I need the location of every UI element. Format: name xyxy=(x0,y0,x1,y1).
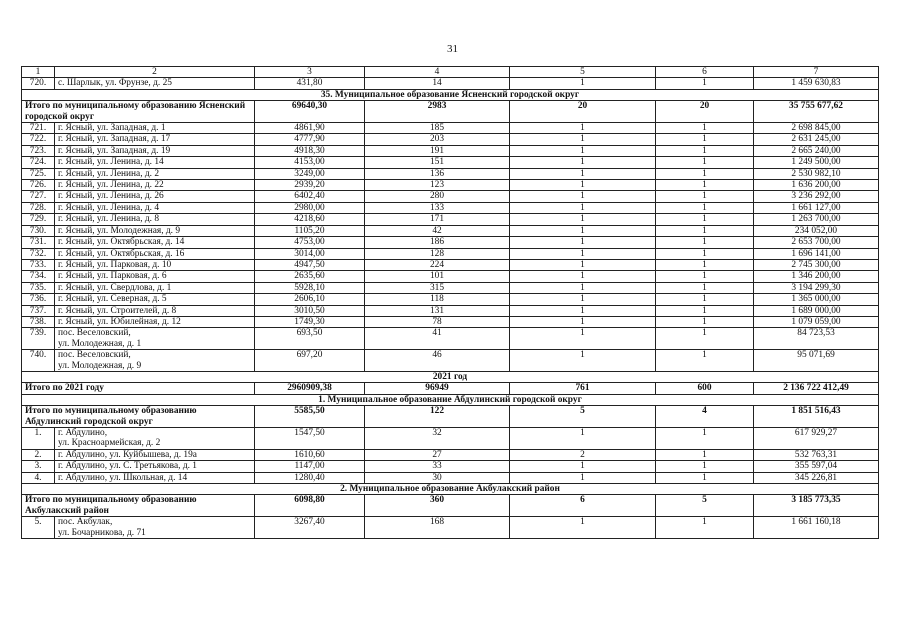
cost-cell: 532 763,31 xyxy=(754,449,879,460)
section-title: 35. Муниципальное образование Ясненский городской округ xyxy=(22,89,879,100)
area-cell: 1147,00 xyxy=(255,461,365,472)
col5-cell: 1 xyxy=(510,123,656,134)
total-col5: 6 xyxy=(510,495,656,517)
cost-cell: 2 665 240,00 xyxy=(754,145,879,156)
cost-cell: 95 071,69 xyxy=(754,350,879,372)
col6-cell: 1 xyxy=(656,294,754,305)
cost-cell: 2 745 300,00 xyxy=(754,259,879,270)
col6-cell: 1 xyxy=(656,225,754,236)
total-col6: 5 xyxy=(656,495,754,517)
col5-cell: 1 xyxy=(510,259,656,270)
area-cell: 4218,60 xyxy=(255,214,365,225)
column-number: 5 xyxy=(510,67,656,78)
row-number: 733. xyxy=(22,259,55,270)
col4-cell: 191 xyxy=(365,145,510,156)
row-number: 727. xyxy=(22,191,55,202)
area-cell: 4777,90 xyxy=(255,134,365,145)
col6-cell: 1 xyxy=(656,180,754,191)
col4-cell: 171 xyxy=(365,214,510,225)
address-cell: г. Ясный, ул. Западная, д. 17 xyxy=(55,134,255,145)
total-col6: 4 xyxy=(656,406,754,428)
total-cost: 1 851 516,43 xyxy=(754,406,879,428)
cost-cell: 3 236 292,00 xyxy=(754,191,879,202)
table-row xyxy=(22,517,879,539)
col4-cell: 185 xyxy=(365,123,510,134)
section-title: 2021 год xyxy=(22,371,879,382)
col4-cell: 46 xyxy=(365,350,510,372)
column-number: 1 xyxy=(22,67,55,78)
column-number: 7 xyxy=(754,67,879,78)
cost-cell: 2 698 845,00 xyxy=(754,123,879,134)
total-col4: 122 xyxy=(365,406,510,428)
col4-cell: 203 xyxy=(365,134,510,145)
total-area: 5585,50 xyxy=(255,406,365,428)
col6-cell: 1 xyxy=(656,202,754,213)
table-row xyxy=(22,271,879,282)
address-cell: г. Ясный, ул. Октябрьская, д. 14 xyxy=(55,237,255,248)
cost-cell: 3 194 299,30 xyxy=(754,282,879,293)
col5-cell: 1 xyxy=(510,214,656,225)
address-line-1: г. Абдулино, xyxy=(58,428,108,438)
col4-cell: 101 xyxy=(365,271,510,282)
address-cell: г. Ясный, ул. Ленина, д. 22 xyxy=(55,180,255,191)
col5-cell: 1 xyxy=(510,134,656,145)
total-col4: 2983 xyxy=(365,101,510,123)
col6-cell: 1 xyxy=(656,157,754,168)
col4-cell: 41 xyxy=(365,328,510,350)
cost-cell: 1 365 000,00 xyxy=(754,294,879,305)
row-number: 3. xyxy=(22,461,55,472)
col5-cell: 1 xyxy=(510,350,656,372)
table-row xyxy=(22,294,879,305)
row-number: 2. xyxy=(22,449,55,460)
cost-cell: 345 226,81 xyxy=(754,472,879,483)
total-col4: 360 xyxy=(365,495,510,517)
table-row xyxy=(22,202,879,213)
table-row xyxy=(22,134,879,145)
address-line-1: пос. Веселовский, xyxy=(58,350,131,361)
table-row xyxy=(22,316,879,327)
col5-cell: 1 xyxy=(510,157,656,168)
col4-cell: 133 xyxy=(365,202,510,213)
address-cell xyxy=(55,428,255,450)
address-cell: г. Ясный, ул. Западная, д. 19 xyxy=(55,145,255,156)
subtotal-row xyxy=(22,383,879,394)
address-cell: г. Ясный, ул. Ленина, д. 14 xyxy=(55,157,255,168)
row-number: 739. xyxy=(22,328,55,350)
area-cell: 4947,50 xyxy=(255,259,365,270)
table-row xyxy=(22,145,879,156)
subtotal-label: Итого по муниципальному образованию Абдулинский городской округ xyxy=(22,406,255,428)
table-row xyxy=(22,282,879,293)
col4-cell: 42 xyxy=(365,225,510,236)
col5-cell: 1 xyxy=(510,517,656,539)
row-number: 722. xyxy=(22,134,55,145)
table-row xyxy=(22,180,879,191)
area-cell: 2980,00 xyxy=(255,202,365,213)
table-row xyxy=(22,259,879,270)
address-line-2: ул. Молодежная, д. 9 xyxy=(58,360,142,371)
area-cell: 3010,50 xyxy=(255,305,365,316)
table-row xyxy=(22,78,879,89)
col4-cell: 136 xyxy=(365,168,510,179)
area-cell: 431,80 xyxy=(255,78,365,89)
col4-cell: 123 xyxy=(365,180,510,191)
col5-cell: 1 xyxy=(510,316,656,327)
cost-cell: 617 929,27 xyxy=(754,428,879,450)
address-line-1: пос. Акбулак, xyxy=(58,517,113,528)
cost-cell: 84 723,53 xyxy=(754,328,879,350)
address-line-1: пос. Веселовский, xyxy=(58,328,131,339)
col6-cell: 1 xyxy=(656,305,754,316)
table-body xyxy=(22,67,879,539)
col4-cell: 118 xyxy=(365,294,510,305)
col5-cell: 2 xyxy=(510,449,656,460)
address-cell: г. Ясный, ул. Юбилейная, д. 12 xyxy=(55,316,255,327)
col5-cell: 1 xyxy=(510,180,656,191)
col4-cell: 128 xyxy=(365,248,510,259)
address-line-2: ул. Молодежная, д. 1 xyxy=(58,338,142,349)
address-cell: г. Ясный, ул. Парковая, д. 6 xyxy=(55,271,255,282)
col6-cell: 1 xyxy=(656,428,754,450)
col5-cell: 1 xyxy=(510,294,656,305)
cost-cell: 1 636 200,00 xyxy=(754,180,879,191)
row-number: 734. xyxy=(22,271,55,282)
address-cell: г. Ясный, ул. Парковая, д. 10 xyxy=(55,259,255,270)
total-col6: 20 xyxy=(656,101,754,123)
row-number: 724. xyxy=(22,157,55,168)
address-cell xyxy=(55,350,255,372)
row-number: 721. xyxy=(22,123,55,134)
col6-cell: 1 xyxy=(656,237,754,248)
col6-cell: 1 xyxy=(656,517,754,539)
address-cell: г. Абдулино, ул. Куйбышева, д. 19а xyxy=(55,449,255,460)
total-area: 6098,80 xyxy=(255,495,365,517)
col5-cell: 1 xyxy=(510,191,656,202)
col5-cell: 1 xyxy=(510,428,656,450)
subtotal-label: Итого по муниципальному образованию Ясненский городской округ xyxy=(22,101,255,123)
address-cell: г. Ясный, ул. Ленина, д. 4 xyxy=(55,202,255,213)
address-cell: г. Ясный, ул. Строителей, д. 8 xyxy=(55,305,255,316)
area-cell: 693,50 xyxy=(255,328,365,350)
col6-cell: 1 xyxy=(656,248,754,259)
col4-cell: 280 xyxy=(365,191,510,202)
address-line-2: ул. Красноармейская, д. 2 xyxy=(58,438,161,449)
col4-cell: 151 xyxy=(365,157,510,168)
total-cost: 3 185 773,35 xyxy=(754,495,879,517)
col4-cell: 315 xyxy=(365,282,510,293)
cost-cell: 1 689 000,00 xyxy=(754,305,879,316)
row-number: 729. xyxy=(22,214,55,225)
address-cell xyxy=(55,328,255,350)
area-cell: 4918,30 xyxy=(255,145,365,156)
cost-cell: 1 661 127,00 xyxy=(754,202,879,213)
area-cell: 3249,00 xyxy=(255,168,365,179)
cost-cell: 2 530 982,10 xyxy=(754,168,879,179)
col6-cell: 1 xyxy=(656,78,754,89)
row-number: 4. xyxy=(22,472,55,483)
area-cell: 1280,40 xyxy=(255,472,365,483)
col6-cell: 1 xyxy=(656,191,754,202)
col5-cell: 1 xyxy=(510,237,656,248)
subtotal-label: Итого по 2021 году xyxy=(22,383,255,394)
col5-cell: 1 xyxy=(510,472,656,483)
col5-cell: 1 xyxy=(510,202,656,213)
page-number: 31 xyxy=(447,43,458,55)
table-row xyxy=(22,191,879,202)
address-cell xyxy=(55,517,255,539)
table-row xyxy=(22,157,879,168)
section-header-row xyxy=(22,89,879,100)
area-cell: 697,20 xyxy=(255,350,365,372)
section-header-row xyxy=(22,371,879,382)
area-cell: 1547,50 xyxy=(255,428,365,450)
address-cell: г. Ясный, ул. Октябрьская, д. 16 xyxy=(55,248,255,259)
col4-cell: 131 xyxy=(365,305,510,316)
col4-cell: 186 xyxy=(365,237,510,248)
table-row xyxy=(22,123,879,134)
section-header-row xyxy=(22,484,879,495)
col5-cell: 1 xyxy=(510,271,656,282)
housing-registry-table xyxy=(21,66,879,539)
area-cell: 2939,20 xyxy=(255,180,365,191)
subtotal-row xyxy=(22,101,879,123)
total-col5: 20 xyxy=(510,101,656,123)
col4-cell: 30 xyxy=(365,472,510,483)
address-cell: г. Ясный, ул. Северная, д. 5 xyxy=(55,294,255,305)
col6-cell: 1 xyxy=(656,316,754,327)
col6-cell: 1 xyxy=(656,168,754,179)
total-col6: 600 xyxy=(656,383,754,394)
row-number: 726. xyxy=(22,180,55,191)
cost-cell: 1 263 700,00 xyxy=(754,214,879,225)
total-col4: 96949 xyxy=(365,383,510,394)
row-number: 738. xyxy=(22,316,55,327)
col5-cell: 1 xyxy=(510,225,656,236)
column-number: 3 xyxy=(255,67,365,78)
area-cell: 3267,40 xyxy=(255,517,365,539)
cost-cell: 1 459 630,83 xyxy=(754,78,879,89)
column-number: 4 xyxy=(365,67,510,78)
table-row xyxy=(22,428,879,450)
col5-cell: 1 xyxy=(510,78,656,89)
col5-cell: 1 xyxy=(510,168,656,179)
cost-cell: 2 653 700,00 xyxy=(754,237,879,248)
col6-cell: 1 xyxy=(656,134,754,145)
table-row xyxy=(22,461,879,472)
col6-cell: 1 xyxy=(656,271,754,282)
table-row xyxy=(22,350,879,372)
table-row xyxy=(22,248,879,259)
area-cell: 6402,40 xyxy=(255,191,365,202)
area-cell: 4753,00 xyxy=(255,237,365,248)
col6-cell: 1 xyxy=(656,461,754,472)
subtotal-row xyxy=(22,495,879,517)
row-number: 735. xyxy=(22,282,55,293)
column-number-row xyxy=(22,67,879,78)
row-number: 1. xyxy=(22,428,55,450)
col5-cell: 1 xyxy=(510,328,656,350)
cost-cell: 355 597,04 xyxy=(754,461,879,472)
row-number: 5. xyxy=(22,517,55,539)
row-number: 730. xyxy=(22,225,55,236)
total-col5: 761 xyxy=(510,383,656,394)
address-cell: с. Шарлык, ул. Фрунзе, д. 25 xyxy=(55,78,255,89)
column-number: 2 xyxy=(55,67,255,78)
cost-cell: 1 696 141,00 xyxy=(754,248,879,259)
row-number: 736. xyxy=(22,294,55,305)
col6-cell: 1 xyxy=(656,449,754,460)
row-number: 725. xyxy=(22,168,55,179)
total-area: 2960909,38 xyxy=(255,383,365,394)
area-cell: 1749,30 xyxy=(255,316,365,327)
cost-cell: 1 661 160,18 xyxy=(754,517,879,539)
address-cell: г. Ясный, ул. Свердлова, д. 1 xyxy=(55,282,255,293)
col5-cell: 1 xyxy=(510,248,656,259)
cost-cell: 2 631 245,00 xyxy=(754,134,879,145)
row-number: 731. xyxy=(22,237,55,248)
address-cell: г. Абдулино, ул. Школьная, д. 14 xyxy=(55,472,255,483)
area-cell: 4153,00 xyxy=(255,157,365,168)
col5-cell: 1 xyxy=(510,145,656,156)
area-cell: 1105,20 xyxy=(255,225,365,236)
table-row xyxy=(22,214,879,225)
area-cell: 3014,00 xyxy=(255,248,365,259)
area-cell: 5928,10 xyxy=(255,282,365,293)
table-row xyxy=(22,328,879,350)
col5-cell: 1 xyxy=(510,305,656,316)
section-title: 2. Муниципальное образование Акбулакский район xyxy=(22,484,879,495)
section-header-row xyxy=(22,394,879,405)
address-cell: г. Ясный, ул. Ленина, д. 26 xyxy=(55,191,255,202)
address-line-2: ул. Бочарникова, д. 71 xyxy=(58,527,146,538)
total-cost: 2 136 722 412,49 xyxy=(754,383,879,394)
col6-cell: 1 xyxy=(656,328,754,350)
address-cell: г. Ясный, ул. Ленина, д. 2 xyxy=(55,168,255,179)
row-number: 737. xyxy=(22,305,55,316)
col6-cell: 1 xyxy=(656,145,754,156)
cost-cell: 234 052,00 xyxy=(754,225,879,236)
cost-cell: 1 346 200,00 xyxy=(754,271,879,282)
address-cell: г. Ясный, ул. Молодежная, д. 9 xyxy=(55,225,255,236)
section-title: 1. Муниципальное образование Абдулинский городской округ xyxy=(22,394,879,405)
table-row xyxy=(22,305,879,316)
col4-cell: 168 xyxy=(365,517,510,539)
total-area: 69640,30 xyxy=(255,101,365,123)
total-cost: 35 755 677,62 xyxy=(754,101,879,123)
table-row xyxy=(22,472,879,483)
col6-cell: 1 xyxy=(656,350,754,372)
col4-cell: 32 xyxy=(365,428,510,450)
col6-cell: 1 xyxy=(656,282,754,293)
area-cell: 4861,90 xyxy=(255,123,365,134)
col4-cell: 33 xyxy=(365,461,510,472)
area-cell: 2606,10 xyxy=(255,294,365,305)
col4-cell: 78 xyxy=(365,316,510,327)
subtotal-label: Итого по муниципальному образованию Акбулакский район xyxy=(22,495,255,517)
table-row xyxy=(22,449,879,460)
column-number: 6 xyxy=(656,67,754,78)
area-cell: 1610,60 xyxy=(255,449,365,460)
table-row xyxy=(22,168,879,179)
col6-cell: 1 xyxy=(656,123,754,134)
col5-cell: 1 xyxy=(510,461,656,472)
cost-cell: 1 079 059,00 xyxy=(754,316,879,327)
col4-cell: 27 xyxy=(365,449,510,460)
area-cell: 2635,60 xyxy=(255,271,365,282)
col5-cell: 1 xyxy=(510,282,656,293)
col4-cell: 224 xyxy=(365,259,510,270)
row-number: 740. xyxy=(22,350,55,372)
row-number: 720. xyxy=(22,78,55,89)
subtotal-row xyxy=(22,406,879,428)
row-number: 728. xyxy=(22,202,55,213)
address-cell: г. Ясный, ул. Ленина, д. 8 xyxy=(55,214,255,225)
cost-cell: 1 249 500,00 xyxy=(754,157,879,168)
table-row xyxy=(22,237,879,248)
row-number: 732. xyxy=(22,248,55,259)
col6-cell: 1 xyxy=(656,472,754,483)
address-cell: г. Ясный, ул. Западная, д. 1 xyxy=(55,123,255,134)
col4-cell: 14 xyxy=(365,78,510,89)
address-cell: г. Абдулино, ул. С. Третьякова, д. 1 xyxy=(55,461,255,472)
total-col5: 5 xyxy=(510,406,656,428)
row-number: 723. xyxy=(22,145,55,156)
col6-cell: 1 xyxy=(656,259,754,270)
table-row xyxy=(22,225,879,236)
col6-cell: 1 xyxy=(656,214,754,225)
